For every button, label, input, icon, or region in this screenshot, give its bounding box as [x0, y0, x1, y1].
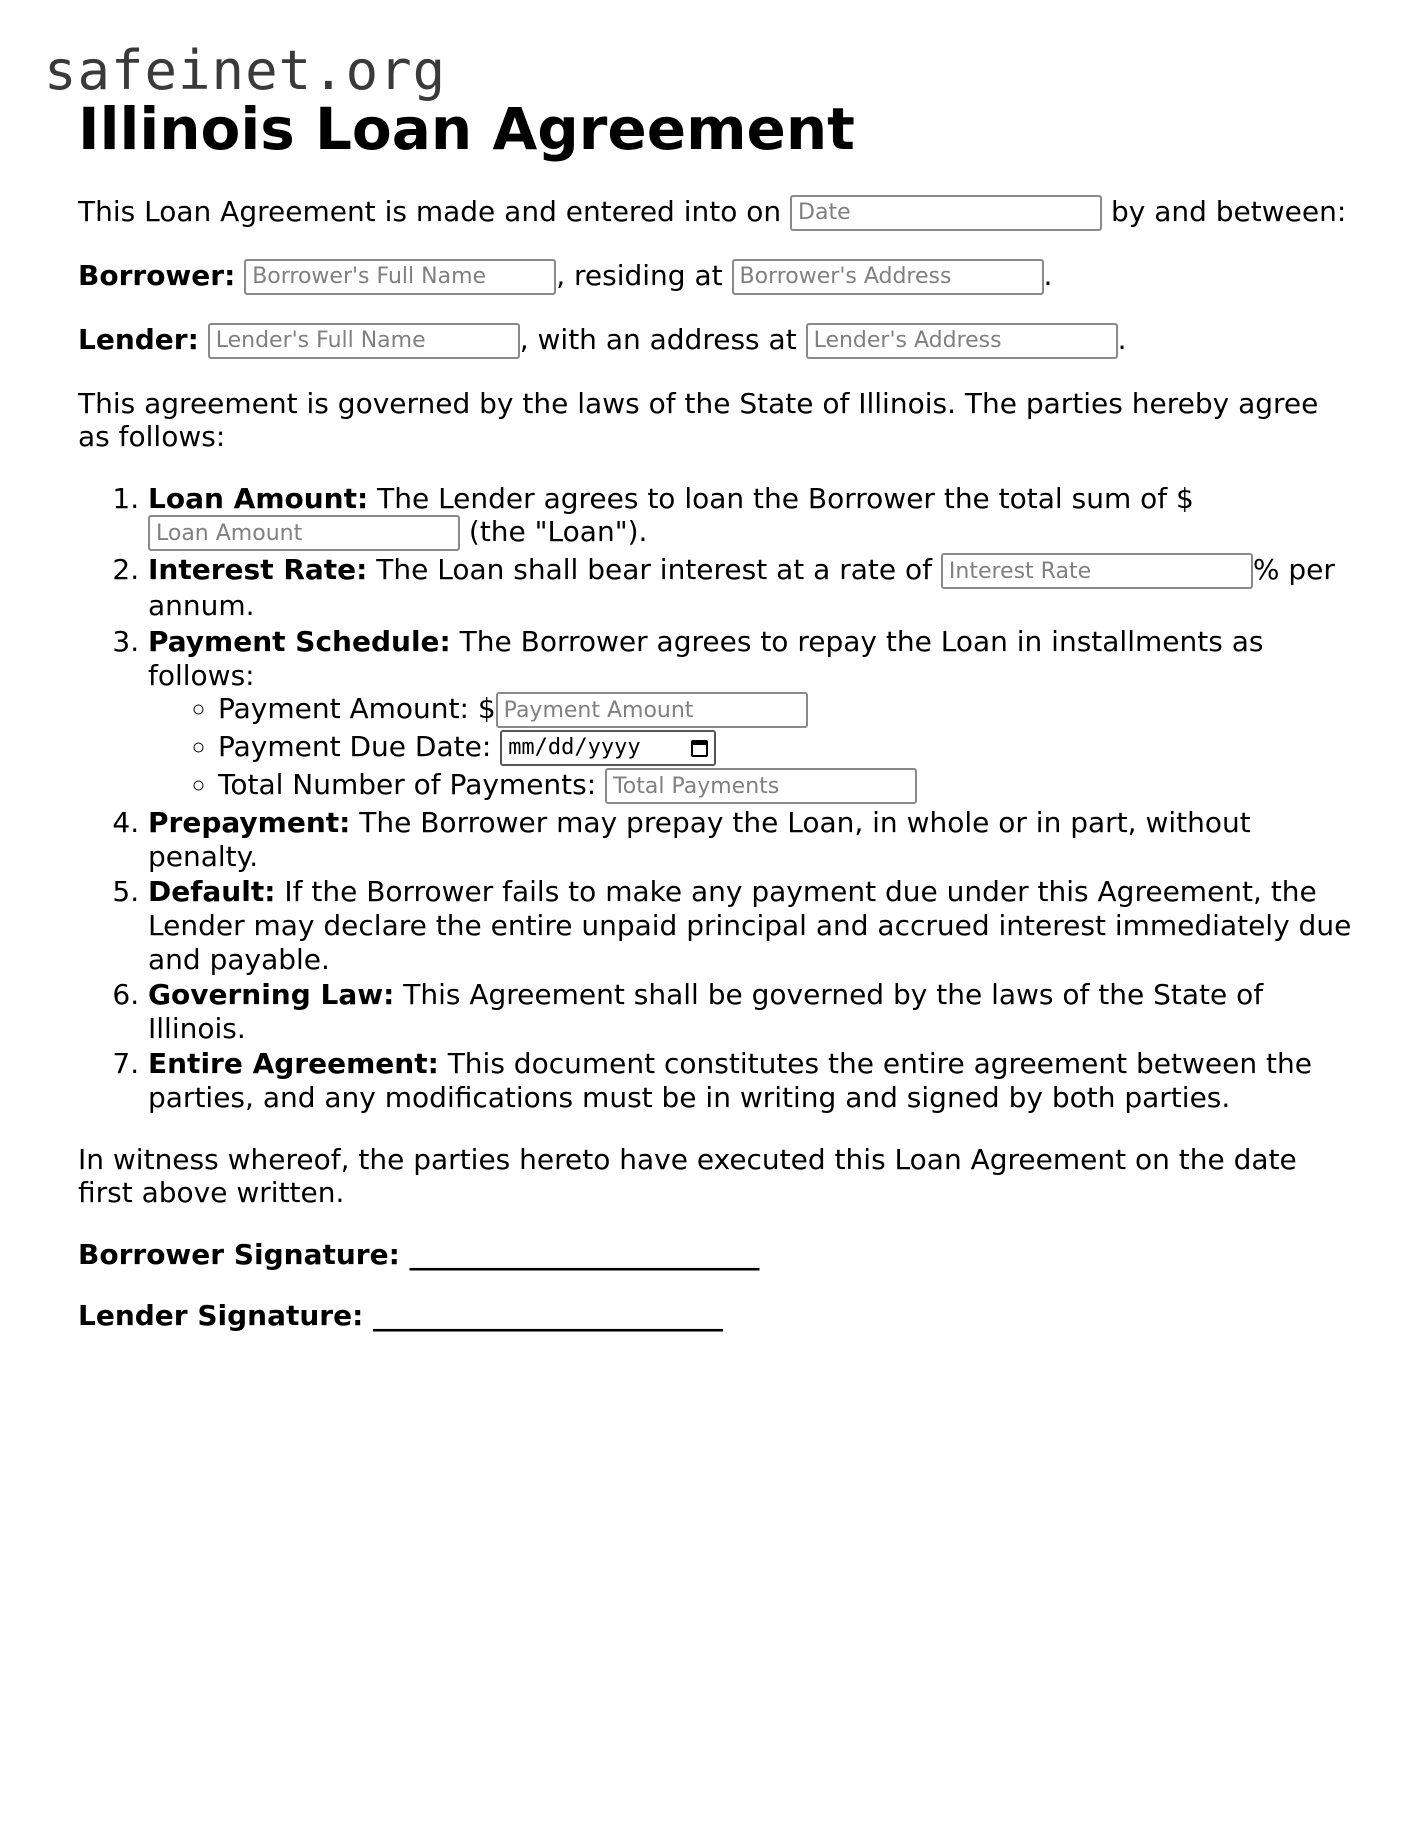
payment-schedule-list	[148, 692, 1353, 804]
payment-due-date-item	[218, 730, 1353, 766]
loan-amount-input[interactable]	[148, 515, 460, 551]
governing-intro-paragraph: This agreement is governed by the laws of the State of Illinois. The parties hereby agree as follows:	[78, 386, 1319, 454]
term-prepayment	[148, 806, 1353, 873]
term-text-after: % per annum.	[148, 553, 1335, 623]
term-text: This document constitutes the entire agreement between the parties, and any modifications must be in writing and signed by both parties.	[148, 1047, 1312, 1114]
lender-label: Lender:	[78, 322, 199, 356]
payment-amount-input[interactable]	[496, 692, 808, 728]
watermark-text: safeinet.org	[44, 39, 447, 102]
intro-text: This Loan Agreement is made and entered into on	[78, 194, 782, 228]
payment-due-date-input[interactable]	[500, 730, 716, 766]
total-payments-input[interactable]	[605, 768, 917, 804]
term-text: If the Borrower fails to make any payment due under this Agreement, the Lender may declare the entire unpaid principal and accrued interest immediately due and payable.	[148, 875, 1352, 976]
term-loan-amount	[148, 482, 1353, 552]
borrower-line	[78, 259, 1353, 295]
term-interest-rate	[148, 553, 1353, 623]
page-title: Illinois Loan Agreement	[78, 95, 855, 163]
lender-address-text: , with an address at	[519, 322, 797, 356]
borrower-signature-line: Borrower Signature: _________________________	[78, 1237, 760, 1271]
total-payments-label: Total Number of Payments:	[218, 768, 597, 802]
lender-line	[78, 323, 1353, 359]
witness-paragraph: In witness whereof, the parties hereto have executed this Loan Agreement on the date first above written.	[78, 1142, 1297, 1210]
calendar-icon[interactable]	[691, 740, 708, 757]
term-label: Interest Rate:	[148, 553, 368, 587]
intro-paragraph	[78, 195, 1353, 231]
term-label: Default:	[148, 875, 276, 909]
term-entire-agreement	[148, 1047, 1353, 1114]
term-payment-schedule	[148, 625, 1353, 804]
term-governing-law	[148, 978, 1353, 1045]
lender-signature-line: Lender Signature: _________________________	[78, 1299, 724, 1333]
term-text: The Lender agrees to loan the Borrower the total sum of $	[377, 481, 1194, 515]
terms-list	[78, 482, 1353, 1115]
term-label: Governing Law:	[148, 978, 395, 1012]
borrower-line-end: .	[1043, 258, 1053, 292]
term-text: The Borrower may prepay the Loan, in whole or in part, without penalty.	[148, 806, 1251, 873]
interest-rate-input[interactable]	[941, 553, 1253, 589]
term-label: Payment Schedule:	[148, 625, 451, 659]
lender-line-end: .	[1117, 322, 1127, 356]
term-label: Prepayment:	[148, 806, 351, 840]
total-payments-item	[218, 768, 1353, 804]
date-field-value: mm/dd/yyyy	[508, 735, 641, 761]
payment-due-date-label: Payment Due Date:	[218, 730, 492, 764]
term-label: Loan Amount:	[148, 481, 369, 515]
term-text: The Borrower agrees to repay the Loan in installments as follows:	[148, 625, 1264, 692]
lender-address-input[interactable]	[806, 323, 1118, 359]
intro-text-after: by and between:	[1110, 194, 1347, 228]
borrower-name-input[interactable]	[244, 259, 556, 295]
borrower-label: Borrower:	[78, 258, 236, 292]
borrower-residing-text: , residing at	[556, 258, 723, 292]
term-text-after: (the "Loan").	[468, 515, 648, 549]
payment-amount-label: Payment Amount: $	[218, 692, 496, 726]
term-text: The Loan shall bear interest at a rate of	[376, 553, 932, 587]
borrower-address-input[interactable]	[732, 259, 1044, 295]
payment-amount-item	[218, 692, 1353, 728]
lender-name-input[interactable]	[208, 323, 520, 359]
agreement-date-input[interactable]	[790, 195, 1102, 231]
loan-agreement-document	[78, 96, 1353, 1361]
term-label: Entire Agreement:	[148, 1047, 439, 1081]
term-text: This Agreement shall be governed by the laws of the State of Illinois.	[148, 978, 1264, 1045]
term-default	[148, 875, 1353, 976]
